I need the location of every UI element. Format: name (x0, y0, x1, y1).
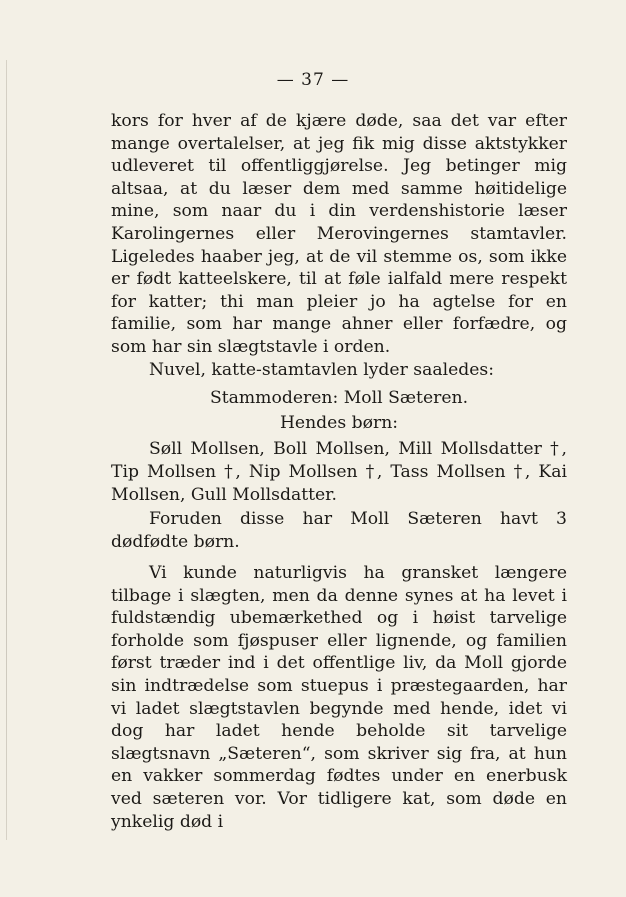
paragraph-intro: kors for hver af de kjære døde, saa det var efter mange overtalelser, at jeg fik mig disse aktstykker udleveret til offentliggjørelse. Jeg betinger mig altsaa, at du læser dem med samme høitidelige mine, som naar du i din verdenshistorie læser Karolingernes eller Merovingernes stamtavler. Ligeledes haaber jeg, at de vil stemme os, som ikke er født katteelskere, til at føle ialfald mere respekt for katter; thi man pleier jo ha agtelse for en familie, som har mange ahner eller forfædre, og som har sin slægtstavle i orden. (111, 111, 567, 357)
paragraph-research: Vi kunde naturligvis ha gransket længere tilbage i slægten, men da denne synes at ha levet i fuldstændig ubemærkethed og i høist tarvelige forholde som fjøspuser eller lignende, og familien først træder ind i det offentlige liv, da Moll gjorde sin indtrædelse som stuepus i præstegaarden, har vi ladet slægtstavlen begynde med hende, idet vi dog har ladet hende beholde sit tarvelige slægtsnavn „Sæteren“, som skriver sig fra, at hun en vakker sommerdag fødtes under en enerbusk ved sæteren vor. Vor tidligere kat, som døde en ynkelig død i (111, 563, 567, 832)
text-section-1 (111, 110, 567, 553)
children-heading: Hendes børn: (279, 412, 399, 433)
stammoder-line: Stammoderen: Moll Sæteren. (209, 388, 469, 409)
paragraph-stamtavle: Nuvel, katte-stamtavlen lyder saaledes: (149, 359, 495, 380)
text-section-2 (111, 562, 567, 833)
page-number: — 37 — (276, 70, 350, 90)
paragraph-stillborn: Foruden disse har Moll Sæteren havt 3 dødfødte børn. (111, 509, 567, 552)
binding-edge (6, 60, 7, 840)
children-list: Søll Mollsen, Boll Mollsen, Mill Mollsdatter †, Tip Mollsen †, Nip Mollsen †, Tass Mollsen †, Kai Mollsen, Gull Mollsdatter. (111, 439, 567, 505)
